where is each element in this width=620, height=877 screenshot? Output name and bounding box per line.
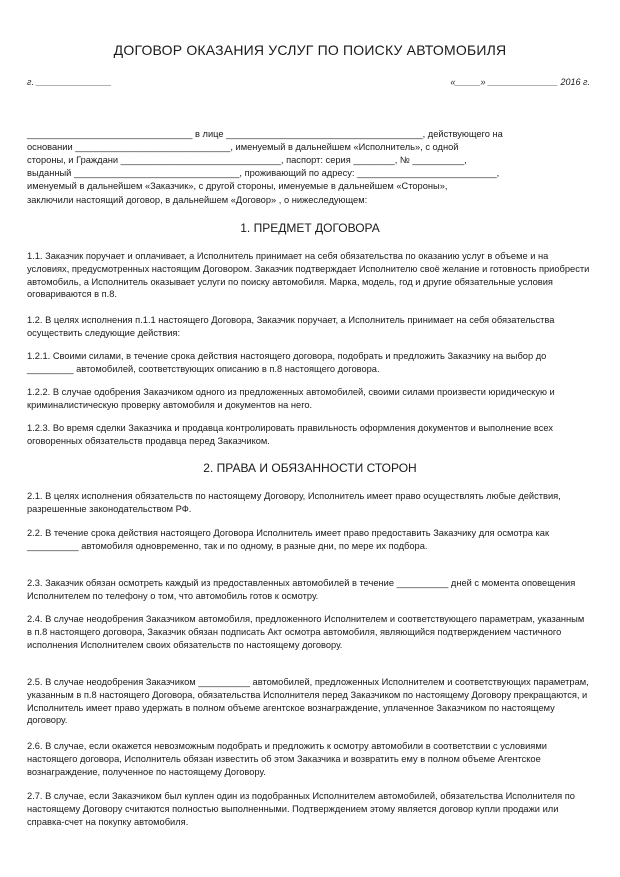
paragraph-2-5: 2.5. В случае неодобрения Заказчиком __________ автомобилей, предложенных Исполнителем и соответствующих параметрам, указанным в п.8 настоящего Договора, обязательства Исполнителя перед Заказчиком по настоящему Договору прекращаются, и Исполнитель имеет право удержать в полном объеме агентское вознаграждение, уплаченное Заказчиком по настоящему договору. bbox=[27, 677, 589, 726]
paragraph-2-3: 2.3. Заказчик обязан осмотреть каждый из предоставленных автомобилей в течение __________ дней с момента оповещения Исполнителем по телефону о том, что автомобиль готов к осмотру. bbox=[27, 578, 576, 601]
date-field: «_____» ______________ 2016 г. bbox=[450, 77, 590, 87]
preamble-line: стороны, и Граждани _______________________________, паспорт: серия ________, № __________, bbox=[27, 155, 467, 165]
paragraph-1-1: 1.1. Заказчик поручает и оплачивает, а Исполнитель принимает на себя обязательства по оказанию услуг в объеме и на условиях, предусмотренных настоящим Договором. Заказчик подтверждает Исполнителю своё желание и готовность приобрести автомобиль, а Исполнитель оказывает услуги по поиску автомобиля. Марка, модель, год и другие обязательные условия оговариваются в п.8. bbox=[27, 251, 590, 300]
preamble-line: заключили настоящий договор, в дальнейшем «Договор» , о нижеследующем: bbox=[27, 195, 368, 205]
preamble-line: выданный ________________________________, проживающий по адресу: ___________________________, bbox=[27, 168, 500, 178]
section-heading: 2. ПРАВА И ОБЯЗАННОСТИ СТОРОН bbox=[203, 461, 417, 475]
place-field: г. _______________ bbox=[27, 77, 112, 87]
paragraph-1-2: 1.2. В целях исполнения п.1.1 настоящего Договора, Заказчик поручает, а Исполнитель принимает на себя обязательства осуществить следующие действия: bbox=[27, 315, 555, 338]
document-title: ДОГОВОР ОКАЗАНИЯ УСЛУГ ПО ПОИСКУ АВТОМОБИЛЯ bbox=[113, 42, 507, 58]
paragraph-1-2-3: 1.2.3. Во время сделки Заказчика и продавца контролировать правильность оформления документов и выполнение всех оговоренных обязательств продавца перед Заказчиком. bbox=[27, 423, 553, 446]
paragraph-2-6: 2.6. В случае, если окажется невозможным подобрать и предложить к осмотру автомобили в соответствии с условиями настоящего договора, Исполнитель обязан известить об этом Заказчика и возвратить ему в полном объеме Агентское вознаграждение, полученное по настоящему Договору. bbox=[27, 741, 547, 777]
paragraph-2-7: 2.7. В случае, если Заказчиком был куплен один из подобранных Исполнителем автомобилей, обязательства Исполнителя по настоящему Договору считаются полностью выполненными. Подтверждением этому является договор купли продажи или справка-счет на покупку автомобиля. bbox=[27, 791, 575, 827]
paragraph-1-2-1: 1.2.1. Своими силами, в течение срока действия настоящего договора, подобрать и предложить Заказчику на выбор до _________ автомобилей, соответствующих описанию в п.8 настоящего договора. bbox=[27, 351, 547, 374]
paragraph-1-2-2: 1.2.2. В случае одобрения Заказчиком одного из предложенных автомобилей, своими силами произвести юридическую и криминалистическую проверку автомобиля и документов на него. bbox=[27, 387, 555, 410]
preamble-line: ________________________________ в лице ______________________________________, действующего на bbox=[27, 129, 503, 139]
section-heading: 1. ПРЕДМЕТ ДОГОВОРА bbox=[240, 221, 380, 235]
paragraph-2-4: 2.4. В случае неодобрения Заказчиком автомобиля, предложенного Исполнителем и соответствующего параметрам, указанным в п.8 настоящего договора, Заказчик обязан подписать Акт осмотра автомобиля, являющийся подтверждением частичного исполнения Исполнителем своих обязательств по настоящему договору. bbox=[27, 614, 585, 650]
paragraph-2-2: 2.2. В течение срока действия настоящего Договора Исполнитель имеет право предоставить Заказчику для осмотра как __________ автомобиля одновременно, так и по одному, в разные дни, по мере их подбора. bbox=[27, 528, 550, 551]
preamble-line: основании ______________________________, именуемый в дальнейшем «Исполнитель», с одной bbox=[27, 142, 459, 152]
paragraph-2-1: 2.1. В целях исполнения обязательств по настоящему Договору, Исполнитель имеет право осуществлять любые действия, разрешенные законодательством РФ. bbox=[27, 491, 561, 514]
preamble-line: именуемый в дальнейшем «Заказчик», с другой стороны, именуемые в дальнейшем «Стороны», bbox=[27, 181, 448, 191]
